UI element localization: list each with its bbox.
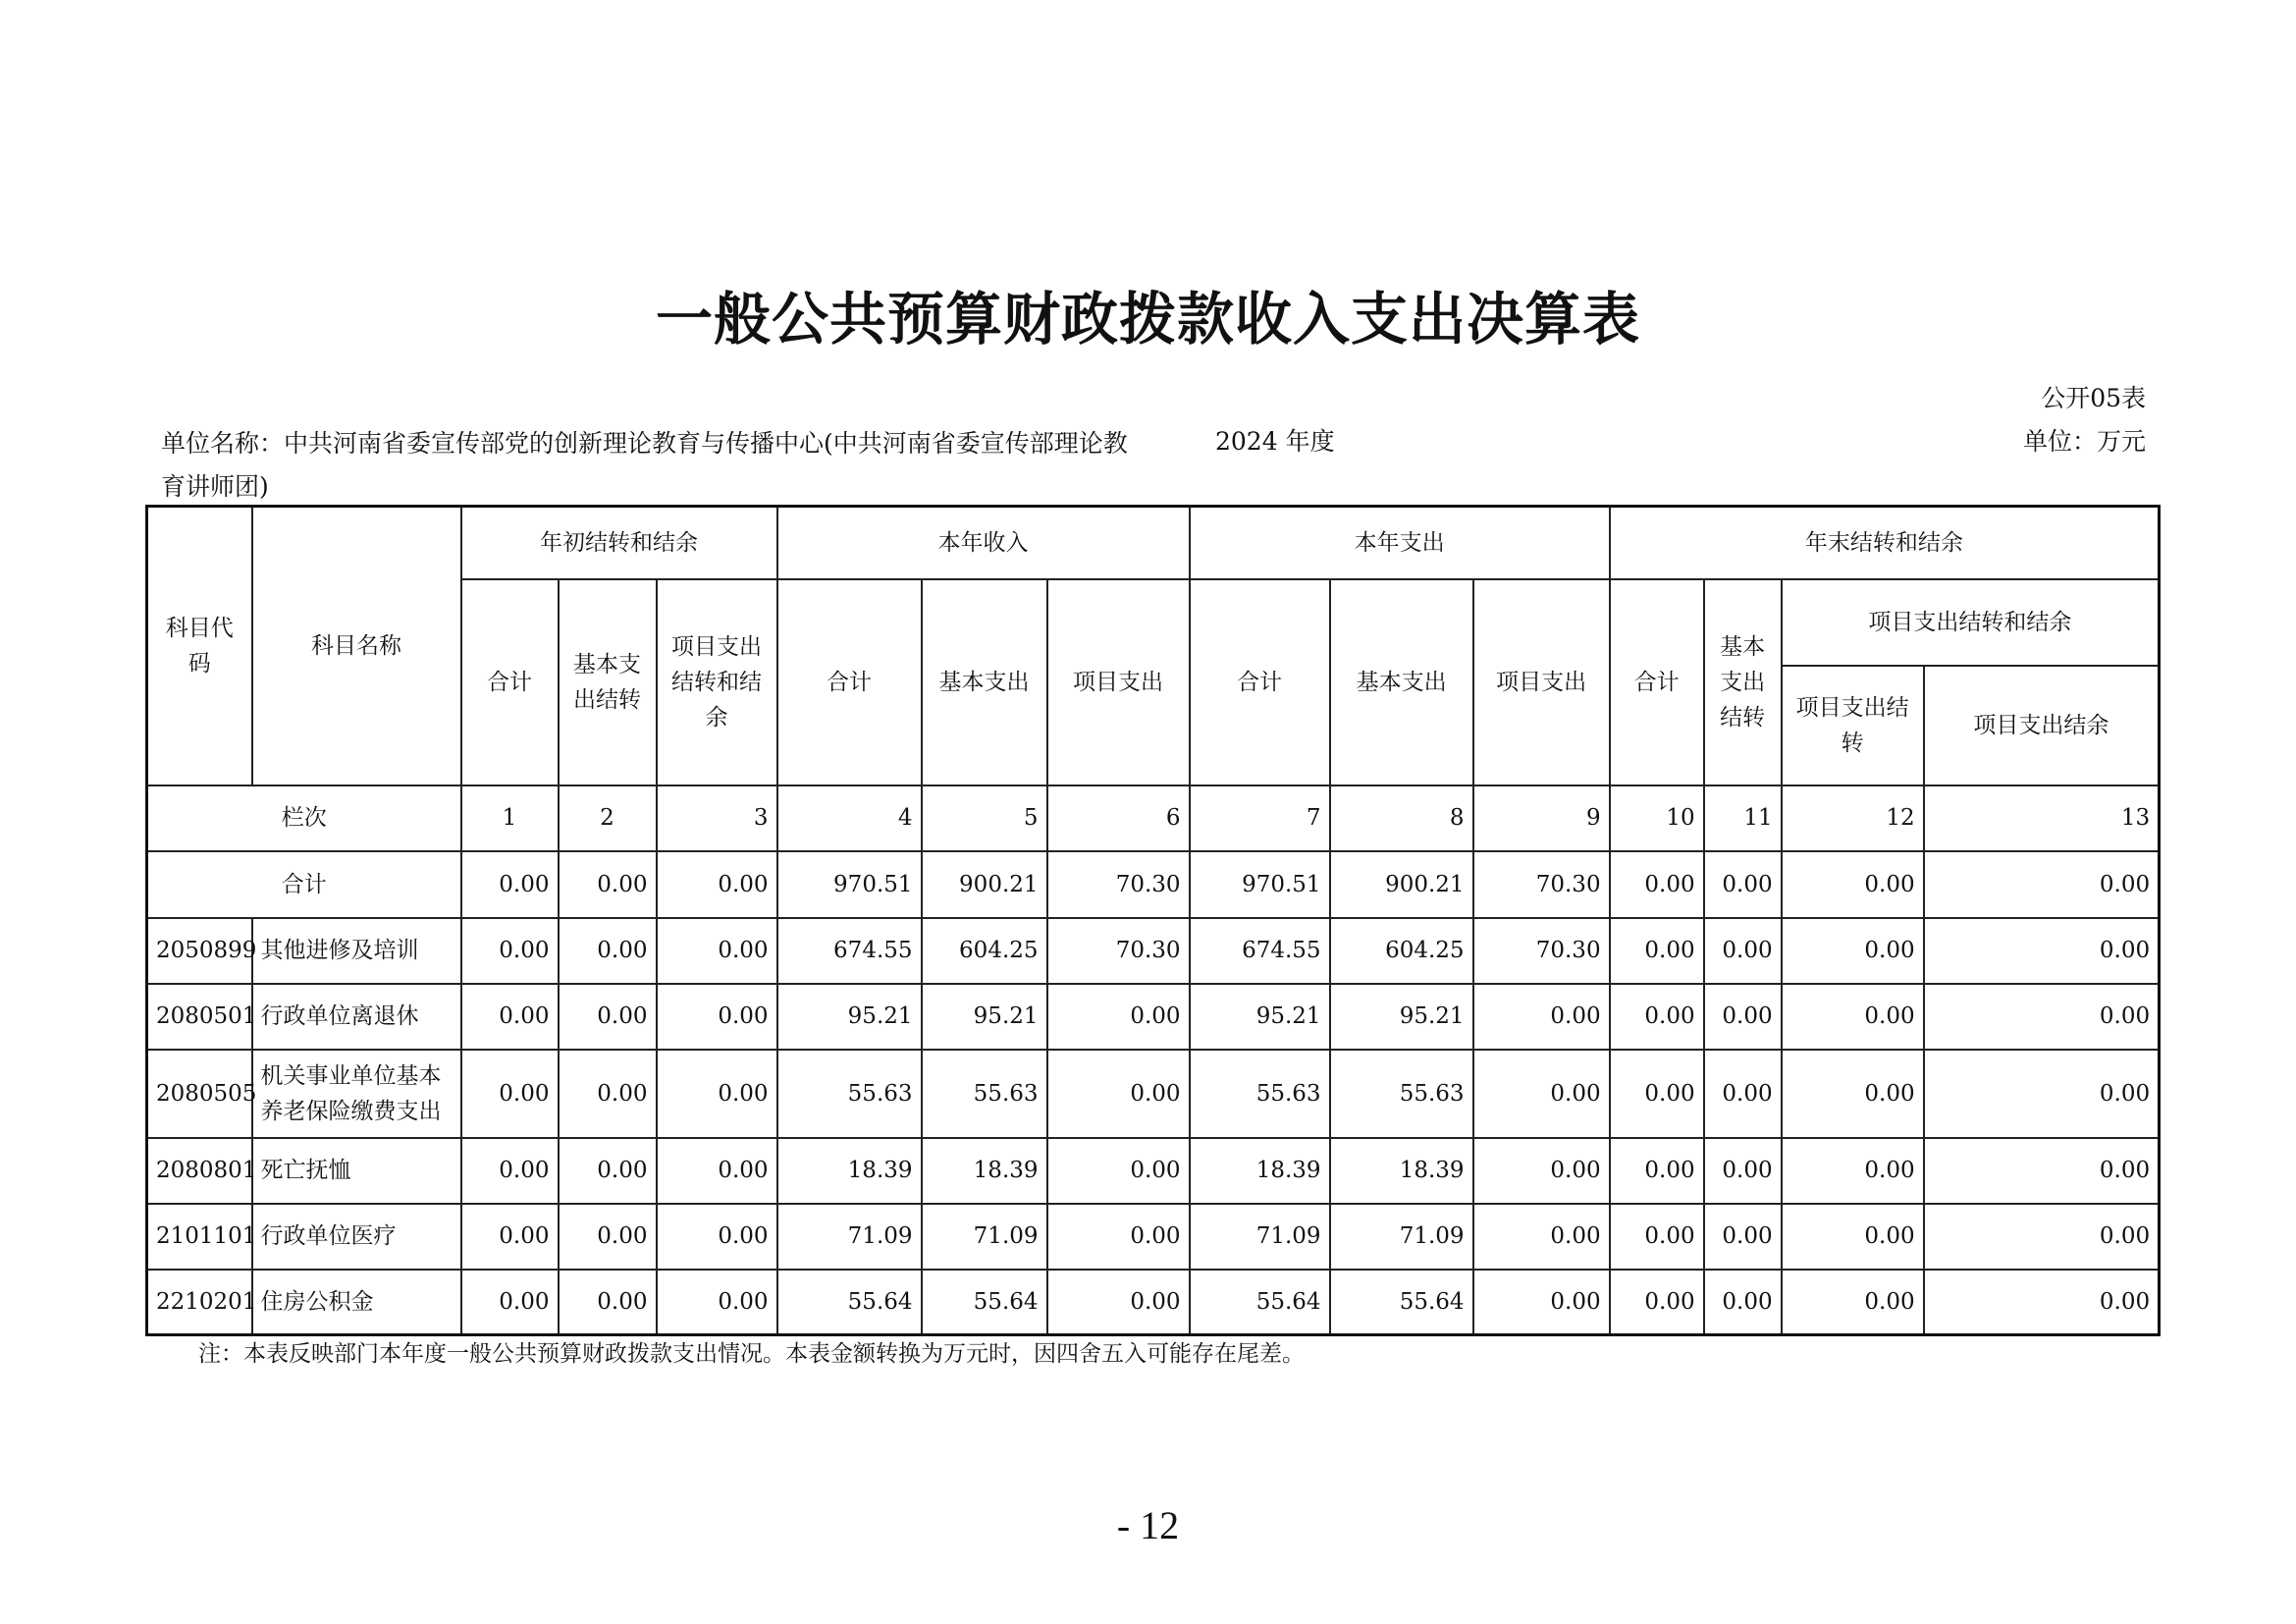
row-value-cell: 604.25 [922, 918, 1047, 984]
row-value-cell: 0.00 [1610, 1050, 1704, 1138]
row-value-cell: 0.00 [461, 1270, 559, 1335]
row-value-cell: 55.63 [1330, 1050, 1473, 1138]
column-index-cell: 10 [1610, 785, 1704, 851]
header-group-end: 年末结转和结余 [1610, 507, 2160, 579]
row-value-cell: 55.64 [922, 1270, 1047, 1335]
row-value-cell: 674.55 [777, 918, 922, 984]
row-value-cell: 0.00 [1473, 1138, 1610, 1204]
row-value-cell: 55.64 [1190, 1270, 1330, 1335]
row-value-cell: 0.00 [1610, 984, 1704, 1050]
total-value-cell: 0.00 [1924, 851, 2160, 918]
row-value-cell: 0.00 [1782, 1204, 1924, 1270]
row-value-cell: 18.39 [922, 1138, 1047, 1204]
row-value-cell: 0.00 [1473, 1050, 1610, 1138]
column-index-cell: 1 [461, 785, 559, 851]
total-value-cell: 0.00 [657, 851, 777, 918]
row-value-cell: 0.00 [1704, 1138, 1782, 1204]
total-value-cell: 970.51 [777, 851, 922, 918]
row-value-cell: 18.39 [1190, 1138, 1330, 1204]
header-begin-total: 合计 [461, 579, 559, 785]
total-value-cell: 70.30 [1473, 851, 1610, 918]
header-income-basic: 基本支出 [922, 579, 1047, 785]
header-end-project-group: 项目支出结转和结余 [1782, 579, 2160, 666]
total-value-cell: 900.21 [1330, 851, 1473, 918]
row-code: 2050899 [147, 918, 252, 984]
total-value-cell: 0.00 [1782, 851, 1924, 918]
total-value-cell: 0.00 [1610, 851, 1704, 918]
row-value-cell: 95.21 [922, 984, 1047, 1050]
table-row [147, 1204, 2160, 1270]
currency-unit: 单位：万元 [2022, 427, 2146, 456]
row-value-cell: 0.00 [461, 918, 559, 984]
column-index-cell: 9 [1473, 785, 1610, 851]
table-row [147, 1270, 2160, 1335]
row-value-cell: 0.00 [559, 1204, 657, 1270]
row-value-cell: 0.00 [559, 1138, 657, 1204]
row-code: 2101101 [147, 1204, 252, 1270]
row-value-cell: 0.00 [657, 1270, 777, 1335]
row-value-cell: 0.00 [657, 1138, 777, 1204]
row-value-cell: 0.00 [1047, 1204, 1190, 1270]
header-end-project-carry: 项目支出结转 [1782, 666, 1924, 785]
table-body [147, 785, 2160, 1335]
row-value-cell: 71.09 [777, 1204, 922, 1270]
row-value-cell: 0.00 [1704, 918, 1782, 984]
row-value-cell: 70.30 [1047, 918, 1190, 984]
row-name: 行政单位离退休 [252, 984, 461, 1050]
row-value-cell: 0.00 [559, 1270, 657, 1335]
row-code: 2080801 [147, 1138, 252, 1204]
row-value-cell: 55.64 [1330, 1270, 1473, 1335]
row-value-cell: 0.00 [1047, 1050, 1190, 1138]
row-value-cell: 0.00 [657, 1204, 777, 1270]
row-value-cell: 0.00 [1047, 1138, 1190, 1204]
row-code: 2080505 [147, 1050, 252, 1138]
row-name: 机关事业单位基本养老保险缴费支出 [252, 1050, 461, 1138]
row-value-cell: 0.00 [1924, 984, 2160, 1050]
header-income-project: 项目支出 [1047, 579, 1190, 785]
page-number: - 12 [1116, 1503, 1180, 1547]
row-value-cell: 0.00 [1610, 918, 1704, 984]
row-value-cell: 0.00 [1924, 1138, 2160, 1204]
row-value-cell: 604.25 [1330, 918, 1473, 984]
header-begin-project: 项目支出结转和结余 [657, 579, 777, 785]
row-value-cell: 0.00 [461, 1204, 559, 1270]
total-value-cell: 0.00 [559, 851, 657, 918]
row-value-cell: 95.21 [777, 984, 922, 1050]
row-value-cell: 0.00 [559, 1050, 657, 1138]
row-code: 2210201 [147, 1270, 252, 1335]
row-value-cell: 71.09 [1190, 1204, 1330, 1270]
column-index-cell: 4 [777, 785, 922, 851]
row-value-cell: 0.00 [1782, 1270, 1924, 1335]
header-expense-project: 项目支出 [1473, 579, 1610, 785]
header-income-total: 合计 [777, 579, 922, 785]
row-value-cell: 0.00 [559, 984, 657, 1050]
row-value-cell: 0.00 [1704, 1050, 1782, 1138]
header-group-expense: 本年支出 [1190, 507, 1610, 579]
row-value-cell: 70.30 [1473, 918, 1610, 984]
total-value-cell: 70.30 [1047, 851, 1190, 918]
row-value-cell: 18.39 [1330, 1138, 1473, 1204]
column-index-cell: 3 [657, 785, 777, 851]
header-begin-basic: 基本支出结转 [559, 579, 657, 785]
unit-name: 单位名称：中共河南省委宣传部党的创新理论教育与传播中心(中共河南省委宣传部理论教育讲师团) [161, 429, 1128, 501]
total-value-cell: 0.00 [1704, 851, 1782, 918]
row-value-cell: 0.00 [1473, 984, 1610, 1050]
total-value-cell: 970.51 [1190, 851, 1330, 918]
row-value-cell: 18.39 [777, 1138, 922, 1204]
table-header [147, 507, 2160, 785]
row-value-cell: 0.00 [1610, 1138, 1704, 1204]
row-value-cell: 95.21 [1330, 984, 1473, 1050]
header-expense-total: 合计 [1190, 579, 1330, 785]
row-value-cell: 0.00 [657, 918, 777, 984]
row-value-cell: 0.00 [559, 918, 657, 984]
total-value-cell: 0.00 [461, 851, 559, 918]
row-name: 住房公积金 [252, 1270, 461, 1335]
table-row [147, 1138, 2160, 1204]
row-value-cell: 55.63 [777, 1050, 922, 1138]
row-value-cell: 0.00 [1782, 1138, 1924, 1204]
row-value-cell: 0.00 [1704, 1270, 1782, 1335]
header-group-income: 本年收入 [777, 507, 1190, 579]
row-value-cell: 0.00 [1473, 1204, 1610, 1270]
header-group-begin: 年初结转和结余 [461, 507, 777, 579]
header-end-total: 合计 [1610, 579, 1704, 785]
row-value-cell: 55.64 [777, 1270, 922, 1335]
table-row [147, 984, 2160, 1050]
row-value-cell: 0.00 [1782, 918, 1924, 984]
column-index-cell: 13 [1924, 785, 2160, 851]
row-name: 其他进修及培训 [252, 918, 461, 984]
row-value-cell: 95.21 [1190, 984, 1330, 1050]
row-value-cell: 0.00 [657, 984, 777, 1050]
row-value-cell: 0.00 [1924, 1270, 2160, 1335]
row-value-cell: 0.00 [1610, 1204, 1704, 1270]
column-index-cell: 7 [1190, 785, 1330, 851]
row-value-cell: 0.00 [1782, 984, 1924, 1050]
table-row [147, 1050, 2160, 1138]
row-value-cell: 0.00 [461, 984, 559, 1050]
header-code: 科目代码 [147, 507, 252, 785]
page-title: 一般公共预算财政拨款收入支出决算表 [655, 286, 1640, 352]
row-value-cell: 0.00 [461, 1050, 559, 1138]
row-value-cell: 0.00 [1924, 1050, 2160, 1138]
row-value-cell: 71.09 [1330, 1204, 1473, 1270]
report-year: 2024 年度 [1215, 427, 1335, 456]
column-index-cell: 12 [1782, 785, 1924, 851]
column-index-label: 栏次 [147, 785, 461, 851]
row-value-cell: 55.63 [1190, 1050, 1330, 1138]
row-value-cell: 0.00 [1924, 1204, 2160, 1270]
budget-table [145, 505, 2161, 1336]
column-index-cell: 8 [1330, 785, 1473, 851]
row-value-cell: 0.00 [1704, 984, 1782, 1050]
header-end-project-balance: 项目支出结余 [1924, 666, 2160, 785]
row-value-cell: 0.00 [1473, 1270, 1610, 1335]
row-value-cell: 55.63 [922, 1050, 1047, 1138]
column-index-cell: 11 [1704, 785, 1782, 851]
row-value-cell: 0.00 [1782, 1050, 1924, 1138]
row-value-cell: 0.00 [461, 1138, 559, 1204]
total-value-cell: 900.21 [922, 851, 1047, 918]
header-name: 科目名称 [252, 507, 461, 785]
column-index-cell: 5 [922, 785, 1047, 851]
row-value-cell: 0.00 [1924, 918, 2160, 984]
form-number: 公开05表 [2041, 384, 2146, 412]
column-index-row [147, 785, 2160, 851]
total-row [147, 851, 2160, 918]
row-value-cell: 0.00 [1610, 1270, 1704, 1335]
row-name: 死亡抚恤 [252, 1138, 461, 1204]
row-value-cell: 0.00 [1047, 984, 1190, 1050]
column-index-cell: 2 [559, 785, 657, 851]
row-value-cell: 0.00 [1704, 1204, 1782, 1270]
table-row [147, 918, 2160, 984]
table-note: 注：本表反映部门本年度一般公共预算财政拨款支出情况。本表金额转换为万元时，因四舍五入可能存在尾差。 [198, 1341, 1305, 1367]
header-end-basic: 基本支出结转 [1704, 579, 1782, 785]
row-value-cell: 71.09 [922, 1204, 1047, 1270]
row-value-cell: 0.00 [1047, 1270, 1190, 1335]
row-value-cell: 674.55 [1190, 918, 1330, 984]
column-index-cell: 6 [1047, 785, 1190, 851]
row-value-cell: 0.00 [657, 1050, 777, 1138]
header-expense-basic: 基本支出 [1330, 579, 1473, 785]
row-code: 2080501 [147, 984, 252, 1050]
row-name: 行政单位医疗 [252, 1204, 461, 1270]
total-label: 合计 [147, 851, 461, 918]
